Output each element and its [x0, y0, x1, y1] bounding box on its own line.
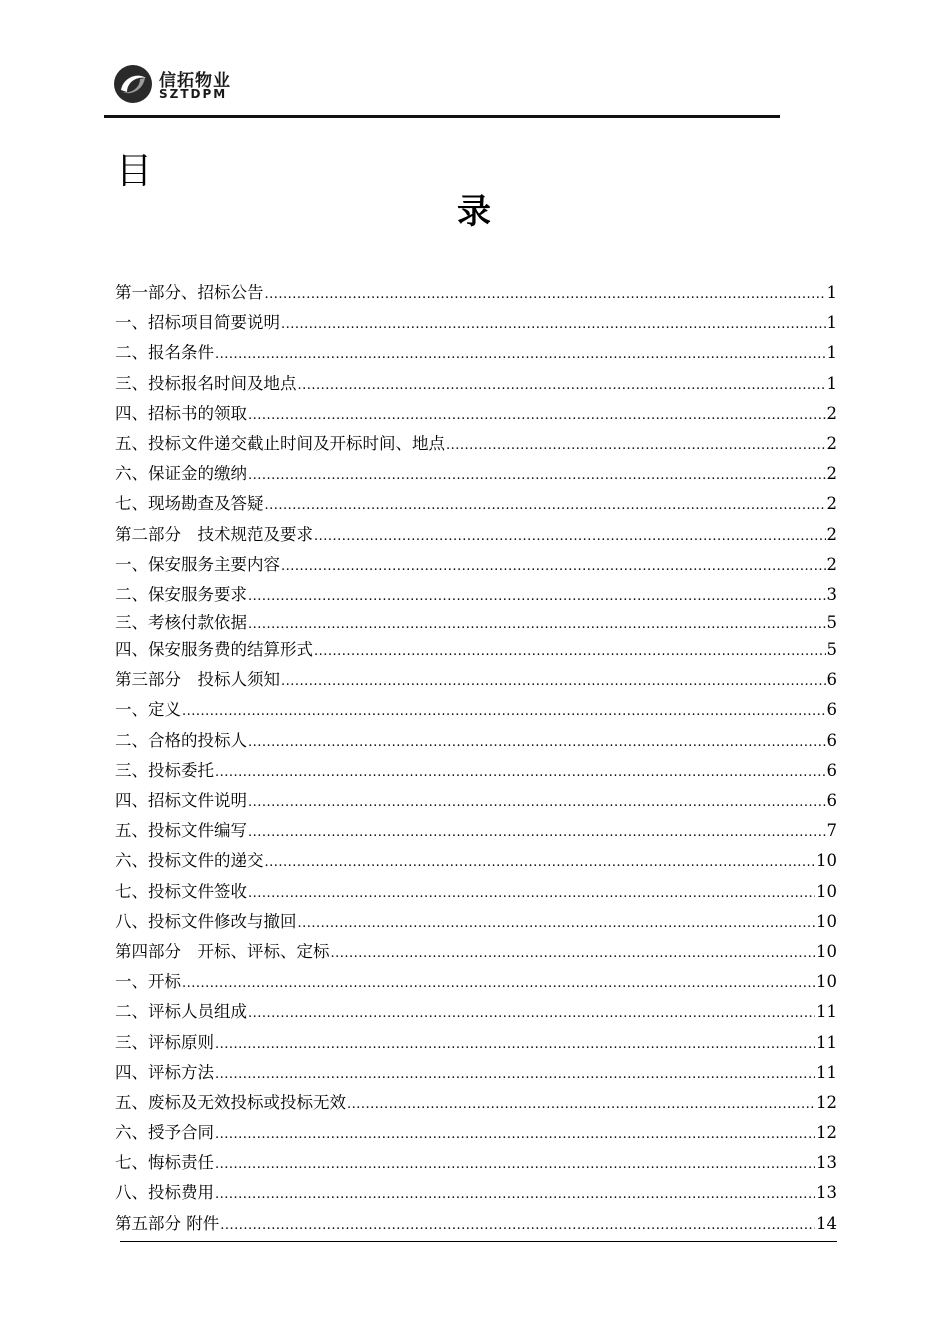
toc-entry-title: 第一部分、招标公告 [115, 283, 264, 302]
toc-entry[interactable] [115, 1209, 837, 1239]
toc-title-part1: 目 [116, 151, 153, 192]
toc-entry-title: 第二部分 技术规范及要求 [115, 524, 313, 544]
toc-entry[interactable] [115, 635, 837, 665]
toc-entry-title: 一、招标项目简要说明 [115, 313, 280, 333]
toc-entry[interactable] [115, 877, 837, 907]
toc-entry-title: 一、开标 [115, 972, 181, 992]
toc-entry-page: 2 [826, 464, 837, 484]
toc-entry-title: 八、投标费用 [115, 1183, 214, 1203]
toc-entry-page: 6 [826, 760, 837, 780]
company-logo [113, 64, 243, 104]
toc-entry-page: 14 [816, 1213, 837, 1233]
toc-entry-title: 二、保安服务要求 [115, 584, 247, 604]
toc-leader-dots [248, 879, 815, 909]
toc-entry-page: 12 [816, 1092, 837, 1112]
toc-entry[interactable] [115, 338, 837, 368]
toc-leader-dots [265, 491, 826, 521]
toc-entry-title: 七、现场勘查及答疑 [115, 494, 264, 514]
toc-leader-dots [281, 552, 826, 582]
toc-leader-dots [281, 667, 826, 697]
toc-entry-page: 10 [816, 881, 837, 901]
toc-leader-dots [347, 1090, 815, 1120]
toc-entry-page: 11 [816, 1062, 837, 1082]
toc-entry[interactable] [115, 846, 837, 876]
toc-entry-page: 7 [826, 821, 837, 841]
toc-entry[interactable] [115, 459, 837, 489]
toc-entry[interactable] [115, 816, 837, 846]
toc-entry-title: 四、评标方法 [115, 1062, 214, 1082]
toc-leader-dots [248, 401, 826, 431]
toc-entry-title: 六、授予合同 [115, 1123, 214, 1143]
toc-entry-page: 10 [816, 851, 837, 871]
toc-leader-dots [215, 758, 826, 788]
toc-entry-title: 八、投标文件修改与撤回 [115, 911, 297, 931]
toc-entry[interactable] [115, 278, 837, 308]
toc-entry-page: 10 [816, 911, 837, 931]
header-divider [104, 115, 780, 118]
toc-entry-page: 6 [826, 700, 837, 720]
toc-entry-title: 三、投标委托 [115, 760, 214, 780]
toc-entry-title: 七、投标文件签收 [115, 881, 247, 901]
toc-leader-dots [182, 969, 815, 999]
toc-entry-page: 6 [826, 791, 837, 810]
toc-entry[interactable] [115, 997, 837, 1027]
toc-entry[interactable] [115, 550, 837, 580]
toc-entry-page: 6 [826, 730, 837, 750]
toc-entry-page: 11 [816, 1032, 837, 1052]
table-of-contents [115, 278, 837, 1239]
toc-entry-title: 四、招标书的领取 [115, 403, 247, 423]
toc-leader-dots [215, 1060, 815, 1090]
toc-entry-title: 三、考核付款依据 [115, 613, 247, 633]
toc-entry[interactable] [115, 907, 837, 937]
toc-leader-dots [281, 310, 826, 340]
toc-entry[interactable] [115, 399, 837, 429]
toc-leader-dots [220, 1211, 815, 1241]
toc-entry-title: 五、废标及无效投标或投标无效 [115, 1092, 346, 1112]
toc-leader-dots [215, 1180, 815, 1210]
toc-leader-dots [215, 340, 826, 370]
footer-divider [120, 1241, 837, 1242]
toc-entry[interactable] [115, 756, 837, 786]
toc-entry-title: 四、招标文件说明 [115, 791, 247, 810]
toc-entry[interactable] [115, 1088, 837, 1118]
toc-leader-dots [248, 818, 826, 848]
toc-entry-page: 3 [826, 584, 837, 604]
toc-entry[interactable] [115, 610, 837, 635]
toc-leader-dots [248, 612, 826, 637]
toc-entry-title: 六、保证金的缴纳 [115, 464, 247, 484]
toc-entry-page: 1 [826, 373, 837, 393]
toc-entry[interactable] [115, 937, 837, 967]
toc-entry-page: 5 [826, 613, 837, 633]
toc-entry[interactable] [115, 786, 837, 816]
toc-entry-title: 二、评标人员组成 [115, 1002, 247, 1022]
toc-entry-page: 2 [826, 524, 837, 544]
toc-entry[interactable] [115, 369, 837, 399]
toc-entry-title: 第四部分 开标、评标、定标 [115, 941, 330, 961]
toc-entry-page: 11 [816, 1002, 837, 1022]
toc-entry-page: 1 [826, 343, 837, 363]
toc-leader-dots [265, 848, 816, 878]
toc-entry-page: 10 [816, 972, 837, 992]
toc-entry[interactable] [115, 1148, 837, 1178]
toc-entry[interactable] [115, 1178, 837, 1208]
logo-chinese-name: 信拓物业 [159, 71, 231, 91]
toc-leader-dots [265, 280, 826, 310]
toc-entry[interactable] [115, 967, 837, 997]
toc-entry[interactable] [115, 695, 837, 725]
toc-entry-page: 1 [826, 313, 837, 333]
toc-entry-title: 二、合格的投标人 [115, 730, 247, 750]
toc-entry-title: 一、定义 [115, 700, 181, 720]
toc-entry[interactable] [115, 1058, 837, 1088]
toc-title-part2: 录 [457, 192, 491, 232]
toc-entry-page: 10 [816, 941, 837, 961]
toc-entry-page: 13 [816, 1183, 837, 1203]
toc-entry-title: 第五部分 附件 [115, 1213, 220, 1233]
toc-entry[interactable] [115, 726, 837, 756]
toc-entry-page: 13 [816, 1153, 837, 1173]
toc-entry-page: 5 [826, 640, 837, 660]
toc-leader-dots [314, 522, 826, 552]
toc-entry-page: 2 [826, 403, 837, 423]
toc-entry-page: 2 [826, 554, 837, 574]
toc-entry-title: 三、评标原则 [115, 1032, 214, 1052]
toc-leader-dots [298, 371, 826, 401]
toc-leader-dots [248, 582, 826, 612]
toc-leader-dots [215, 1150, 815, 1180]
toc-entry-title: 一、保安服务主要内容 [115, 554, 280, 574]
toc-entry-page: 12 [816, 1123, 837, 1143]
toc-entry-title: 七、悔标责任 [115, 1153, 214, 1173]
toc-leader-dots [215, 1120, 815, 1150]
toc-entry-title: 五、投标文件编写 [115, 821, 247, 841]
toc-entry-page: 6 [826, 670, 837, 690]
toc-entry[interactable] [115, 580, 837, 610]
logo-swirl-icon [113, 64, 153, 104]
toc-leader-dots [215, 1030, 815, 1060]
toc-leader-dots [248, 728, 826, 758]
toc-entry-title: 四、保安服务费的结算形式 [115, 640, 313, 660]
toc-entry[interactable] [115, 429, 837, 459]
toc-entry[interactable] [115, 1118, 837, 1148]
toc-leader-dots [314, 637, 826, 667]
toc-leader-dots [331, 939, 816, 969]
toc-entry-title: 二、报名条件 [115, 343, 214, 363]
toc-entry[interactable] [115, 665, 837, 695]
toc-leader-dots [298, 909, 816, 939]
toc-leader-dots [248, 788, 826, 818]
toc-entry-title: 三、投标报名时间及地点 [115, 373, 297, 393]
toc-entry-title: 五、投标文件递交截止时间及开标时间、地点 [115, 433, 445, 453]
toc-entry-page: 2 [826, 494, 837, 514]
toc-entry-title: 六、投标文件的递交 [115, 851, 264, 871]
toc-leader-dots [248, 999, 815, 1029]
toc-entry-page: 2 [826, 433, 837, 453]
toc-entry[interactable] [115, 489, 837, 519]
toc-entry[interactable] [115, 308, 837, 338]
toc-entry-page: 1 [826, 283, 837, 302]
toc-leader-dots [446, 431, 826, 461]
toc-entry[interactable] [115, 1028, 837, 1058]
toc-leader-dots [248, 461, 826, 491]
toc-entry-title: 第三部分 投标人须知 [115, 670, 280, 690]
logo-english-name: SZTDPM [159, 87, 228, 101]
toc-leader-dots [182, 697, 826, 727]
toc-entry[interactable] [115, 520, 837, 550]
